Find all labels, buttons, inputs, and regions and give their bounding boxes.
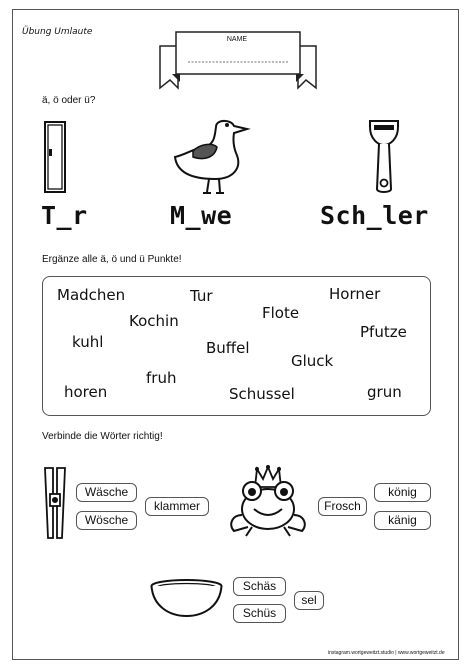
word-buffel: Buffel — [206, 339, 250, 357]
footer-credits: instagram.wortgeweitzt.studio | www.wortgeweitzt.de — [328, 650, 445, 656]
seagull-icon — [171, 113, 251, 195]
word-schussel: Schussel — [229, 385, 295, 403]
word-peeler: Sch_ler — [320, 201, 429, 230]
word-option-waesche[interactable]: Wäsche — [76, 483, 137, 502]
word-pfutze: Pfutze — [360, 323, 407, 341]
word-option-schaes[interactable]: Schäs — [233, 577, 286, 596]
word-horner: Horner — [329, 285, 381, 303]
word-box — [42, 276, 431, 416]
word-seagull: M_we — [170, 201, 233, 230]
word-option-woesche[interactable]: Wösche — [76, 511, 137, 530]
peeler-icon — [364, 117, 404, 195]
word-option-sel[interactable]: sel — [294, 591, 324, 610]
bowl-icon — [149, 578, 224, 618]
clothespin-icon — [42, 466, 68, 540]
word-horen: horen — [64, 383, 108, 401]
section2-instruction: Ergänze alle ä, ö und ü Punkte! — [42, 254, 182, 265]
word-kuhl: kuhl — [72, 333, 104, 351]
door-icon — [44, 121, 66, 193]
frog-king-icon — [226, 463, 310, 539]
word-option-schues[interactable]: Schüs — [233, 604, 286, 623]
word-madchen: Madchen — [57, 286, 126, 304]
section3-instruction: Verbinde die Wörter richtig! — [42, 431, 163, 442]
word-gluck: Gluck — [291, 352, 334, 370]
word-flote: Flote — [262, 304, 300, 322]
word-option-frosch[interactable]: Frosch — [318, 497, 367, 516]
name-label: NAME — [226, 36, 248, 43]
word-option-klammer[interactable]: klammer — [145, 497, 209, 516]
word-option-kaenig[interactable]: känig — [374, 511, 431, 530]
word-tur: Tur — [190, 287, 213, 305]
word-kochin: Kochin — [129, 312, 179, 330]
word-door: T_r — [41, 201, 88, 230]
word-fruh: fruh — [146, 369, 177, 387]
worksheet-title: Übung Umlaute — [22, 27, 93, 37]
section1-instruction: ä, ö oder ü? — [42, 95, 96, 106]
word-grun: grun — [367, 383, 402, 401]
word-option-koenig[interactable]: könig — [374, 483, 431, 502]
